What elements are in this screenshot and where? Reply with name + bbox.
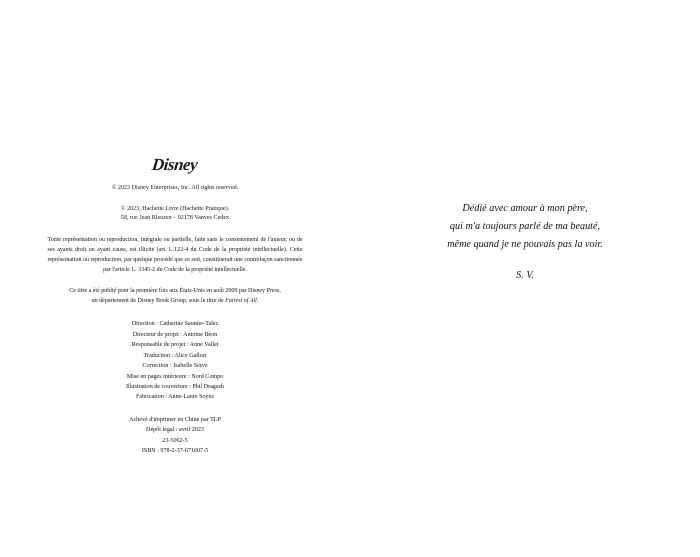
credit-line: Correction : Isabelle Serve (142, 363, 208, 370)
publisher-line-1: © 2023, Hachette Livre (Hachette Pratique). (120, 205, 230, 212)
original-title: Fairest of All (225, 298, 257, 305)
legal-notice: Toute représentation ou reproduction, intégrale ou partielle, faite sans le consentement de l'auteur, ou de ses ayants droit ou ayant cause, est illicite (art. L.122-4 du Code de la propriété intellectuelle). Cette représentation ou reproduction, par quelque procédé que ce soit, constituerait une contrefaçon sanctionnée par l'article L. 3345-2 du Code de la propriété intellectuelle. (47, 236, 303, 273)
dedication-text (390, 200, 660, 254)
dedication-line: Dédié avec amour à mon père, (462, 203, 588, 214)
first-publication-line-1: Ce titre a été publié pour la première fois aux États-Unis en août 2009 par Disney Press, (69, 288, 281, 295)
dedication-signature: S. V. (516, 269, 534, 281)
credit-line: Direction : Catherine Saunier-Talec (131, 321, 219, 328)
credit-line: Responsable de projet : Anne Vallet (131, 342, 219, 349)
imprint-line: Achevé d'imprimer en Chine par TLP (129, 416, 221, 423)
dedication-page (350, 0, 700, 557)
credits-block (38, 319, 312, 403)
credit-line: Fabrication : Anne-Laure Soyez (135, 394, 214, 401)
publisher-block (38, 205, 312, 224)
disney-logo-wrap (38, 155, 312, 175)
credit-line: Directeur de projet : Antoine Béon (132, 331, 218, 338)
credit-line: Traduction : Alice Gallori (143, 352, 207, 359)
dedication-line: même quand je ne pouvais pas la voir. (447, 238, 603, 250)
credit-line: Mise en pages intérieure : Nord Compo (126, 373, 224, 380)
first-publication-note (50, 286, 300, 306)
copyright-line: © 2023 Disney Enterprises, Inc. All rights reserved. (111, 185, 239, 191)
isbn-line: ISBN : 978-2-37-671607-5 (141, 448, 209, 455)
imprint-line: 23-5062-5 (162, 437, 188, 444)
publisher-line-2: 58, rue Jean Bleuzen – 92178 Vanves Cedex (120, 215, 230, 222)
first-publication-line-2-suffix: . (256, 298, 259, 305)
first-publication-line-2-prefix: un département de Disney Book Group, sous le titre de (91, 298, 226, 305)
dedication-line: qui m'a toujours parlé de ma beauté, (449, 220, 601, 232)
imprint-block (38, 415, 312, 457)
credit-line: Illustration de couverture : Phil Dragash (126, 384, 224, 391)
disney-wordmark-logo-icon: Disney (151, 155, 199, 174)
imprint-line: Dépôt légal : avril 2023 (146, 427, 204, 434)
